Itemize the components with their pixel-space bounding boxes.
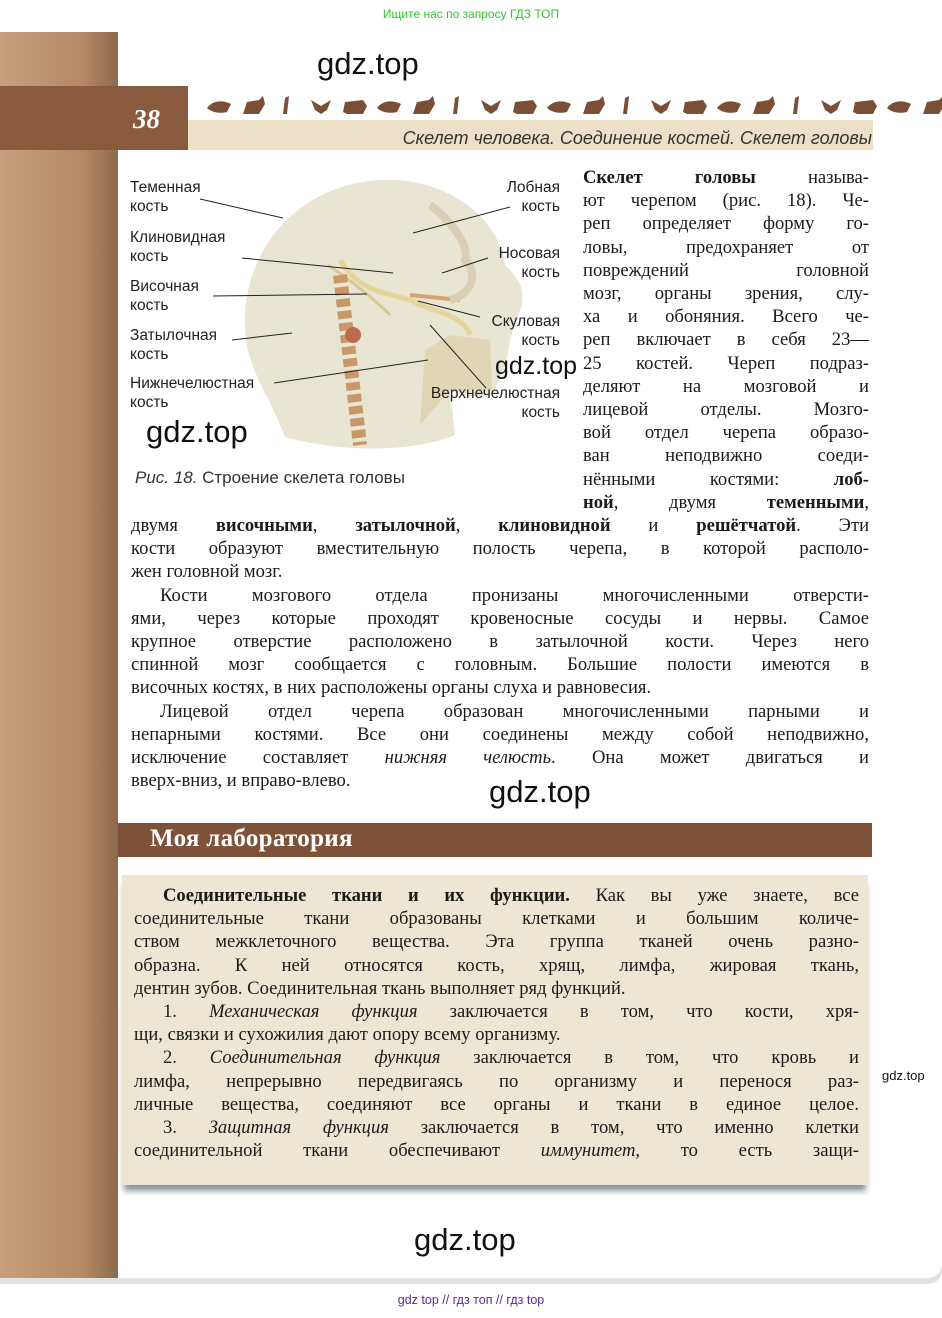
footer-links: gdz top // гдз топ // гдз top (397, 1293, 545, 1307)
text-line (583, 305, 869, 328)
text-span: Как вы уже знаете, все (569, 885, 859, 906)
text-line (134, 1093, 859, 1116)
text-line (583, 212, 869, 235)
text-span: крупное отверстие расположено в затылочной кости. Через него (131, 631, 869, 652)
text-span: заключается в том, что кровь и (440, 1047, 859, 1069)
text-line (131, 700, 869, 723)
watermark: gdz.top (495, 352, 578, 380)
watermark: gdz.top (489, 774, 591, 809)
animal-silhouette-icon (341, 94, 369, 116)
text-line (131, 630, 869, 653)
text-span: заключается в том, что именно клетки (388, 1117, 859, 1138)
text-line (131, 514, 869, 537)
bold-term: височными (215, 515, 313, 536)
text-span: реп включает в себя 23— (583, 329, 869, 351)
animal-silhouette-icon (443, 94, 471, 116)
text-line (134, 1139, 859, 1162)
bold-term: клиновидной (498, 515, 611, 536)
text-span: ством межклеточного вещества. Эта группа тканей очень разно- (134, 931, 859, 953)
running-head: Скелет человека. Соединение костей. Скелет головы (402, 128, 872, 148)
text-span: вверх-вниз, и вправо-влево. (131, 770, 351, 792)
text-line (131, 723, 869, 746)
text-line (134, 884, 859, 907)
text-span: деляют на мозговой и (583, 375, 869, 397)
text-span: называ- (755, 167, 869, 188)
text-line (583, 375, 869, 398)
text-line (134, 1046, 859, 1069)
text-line (134, 1023, 859, 1046)
watermark: gdz.top (882, 1068, 925, 1083)
animal-silhouette-icon (511, 94, 539, 116)
text-span: личные вещества, соединяют все органы и ткани в единое целое. (134, 1093, 859, 1115)
text-span: повреждений головной (583, 259, 869, 281)
text-span: Кости мозгового отдела пронизаны многочисленными отверсти- (160, 584, 869, 606)
text-span: непарными костями. Все они соединены между собой неподвижно, (131, 723, 869, 745)
text-span: ловы, предохраняет от (583, 236, 869, 258)
text-span: , (864, 491, 869, 513)
text-line (134, 1116, 859, 1139)
text-span: соединительной ткани обеспечивают (134, 1140, 541, 1162)
text-span: . Эти (796, 515, 869, 536)
text-span: вой отдел черепа образо- (583, 422, 869, 444)
text-line (583, 189, 869, 212)
text-span: дентин зубов. Соединительная ткань выполняет ряд функций. (134, 977, 626, 999)
text-line (131, 560, 869, 583)
text-line (583, 352, 869, 375)
lab-section-header (118, 823, 872, 857)
text-line (134, 1070, 859, 1093)
text-span: мозг, органы зрения, слу- (583, 283, 869, 304)
text-line (131, 676, 869, 699)
animal-silhouette-icon (851, 94, 879, 116)
watermark: gdz.top (317, 46, 419, 81)
text-span: лимфа, непрерывно передвигаясь по организму и перенося раз- (134, 1070, 859, 1092)
text-span: нёнными костями: (583, 468, 834, 490)
text-span: височных костях, в них расположены органы слуха и равновесия. (131, 677, 652, 699)
animal-silhouette-icon (307, 94, 335, 116)
animal-silhouettes-border (205, 94, 942, 116)
page-spine (0, 32, 118, 1278)
animal-silhouette-icon (409, 94, 437, 116)
label-zygomatic-bone: Скуловая кость (491, 313, 560, 349)
text-span: жен головной мозг. (131, 561, 283, 583)
text-span: Лицевой отдел черепа образован многочисленными парными и (160, 700, 869, 722)
label-occipital-bone: Затылочная кость (130, 327, 218, 363)
text-line (583, 166, 869, 189)
text-span: исключение составляет (131, 747, 385, 768)
bold-term: лоб- (833, 468, 869, 490)
animal-silhouette-icon (477, 94, 505, 116)
text-line (131, 607, 869, 630)
text-span: реп определяет форму го- (583, 213, 869, 235)
animal-silhouette-icon (647, 94, 675, 116)
label-parietal-bone: Теменная кость (130, 179, 201, 215)
text-span: 3. (163, 1117, 209, 1138)
animal-silhouette-icon (545, 94, 573, 116)
text-line (583, 259, 869, 282)
text-span: соединительные ткани образованы клетками и большим количе- (134, 908, 859, 930)
animal-silhouette-icon (375, 94, 403, 116)
italic-term: нижняя челюсть (384, 747, 552, 768)
text-span: ха и обоняния. Всего че- (583, 306, 869, 328)
bold-term: Соединительные ткани и их функции. (163, 885, 570, 906)
text-span: , двумя (613, 491, 767, 513)
watermark: gdz.top (146, 414, 248, 449)
text-line (583, 468, 869, 491)
page-number: 38 (133, 104, 160, 134)
label-maxilla: Верхнечелюстная кость (430, 385, 560, 421)
text-line (134, 930, 859, 953)
page-number-box (0, 86, 188, 150)
text-line (134, 1000, 859, 1023)
text-line (583, 328, 869, 351)
watermark: gdz.top (414, 1222, 516, 1257)
animal-silhouette-icon (681, 94, 709, 116)
text-line (131, 653, 869, 676)
animal-silhouette-icon (205, 94, 233, 116)
label-sphenoid-bone: Клиновидная кость (130, 229, 226, 265)
text-span: ют черепом (рис. 18). Че- (583, 190, 869, 212)
text-line (131, 746, 869, 769)
label-mandible: Нижнечелюстная кость (130, 375, 255, 411)
italic-term: Защитная функция (208, 1117, 389, 1138)
text-line (131, 537, 869, 560)
text-line (583, 236, 869, 259)
bold-term: теменными (766, 491, 865, 513)
italic-term: иммунитет (540, 1140, 636, 1162)
text-span: , (455, 515, 499, 536)
text-span: , (312, 515, 356, 536)
text-line (134, 977, 859, 1000)
top-note: Ищите нас по запросу ГДЗ ТОП (382, 7, 560, 21)
text-span: . Она может двигаться и (551, 747, 869, 768)
animal-silhouette-icon (749, 94, 777, 116)
text-line (583, 282, 869, 305)
text-line (134, 907, 859, 930)
text-span: , то есть защи- (635, 1140, 859, 1162)
animal-silhouette-icon (613, 94, 641, 116)
text-line (583, 398, 869, 421)
text-line (131, 584, 869, 607)
animal-silhouette-icon (885, 94, 913, 116)
text-span: лицевой отделы. Мозго- (583, 399, 869, 420)
label-frontal-bone: Лобная кость (506, 179, 560, 215)
animal-silhouette-icon (273, 94, 301, 116)
text-span: кости образуют вместительную полость черепа, в которой располо- (131, 538, 869, 560)
animal-silhouette-icon (579, 94, 607, 116)
text-span: ван неподвижно соеди- (583, 445, 869, 467)
text-span: щи, связки и сухожилия дают опору всему организму. (134, 1024, 561, 1046)
text-span: и (610, 515, 697, 536)
bold-term: затылочной (355, 515, 456, 536)
text-span: 1. (163, 1001, 210, 1022)
text-line (583, 444, 869, 467)
text-span: образна. К ней относятся кость, хрящ, лимфа, жировая ткань, (134, 954, 859, 976)
text-line (583, 421, 869, 444)
bold-term: решётчатой (696, 515, 797, 536)
figure-caption: Рис. 18. Строение скелета головы (135, 468, 405, 487)
bold-term: ной (583, 491, 614, 513)
lab-title: Моя лаборатория (150, 825, 353, 852)
animal-silhouette-icon (239, 94, 267, 116)
animal-silhouette-icon (715, 94, 743, 116)
animal-silhouette-icon (919, 94, 942, 116)
text-span: 2. (163, 1047, 210, 1069)
text-span: ями, через которые проходят кровеносные сосуды и нервы. Самое (131, 607, 869, 629)
animal-silhouette-icon (817, 94, 845, 116)
bold-term: Скелет головы (583, 167, 756, 188)
italic-term: Механическая функция (209, 1001, 418, 1022)
text-span: двумя (131, 515, 216, 536)
label-nasal-bone: Носовая кость (498, 245, 560, 281)
label-temporal-bone: Височная кость (130, 278, 199, 314)
text-line (583, 491, 869, 514)
text-span: заключается в том, что кости, хря- (417, 1001, 859, 1022)
italic-term: Соединительная функция (209, 1047, 441, 1069)
text-span: спинной мозг сообщается с головным. Большие полости имеются в (131, 654, 869, 676)
animal-silhouette-icon (783, 94, 811, 116)
text-span: 25 костей. Череп подраз- (583, 352, 869, 374)
text-line (134, 954, 859, 977)
